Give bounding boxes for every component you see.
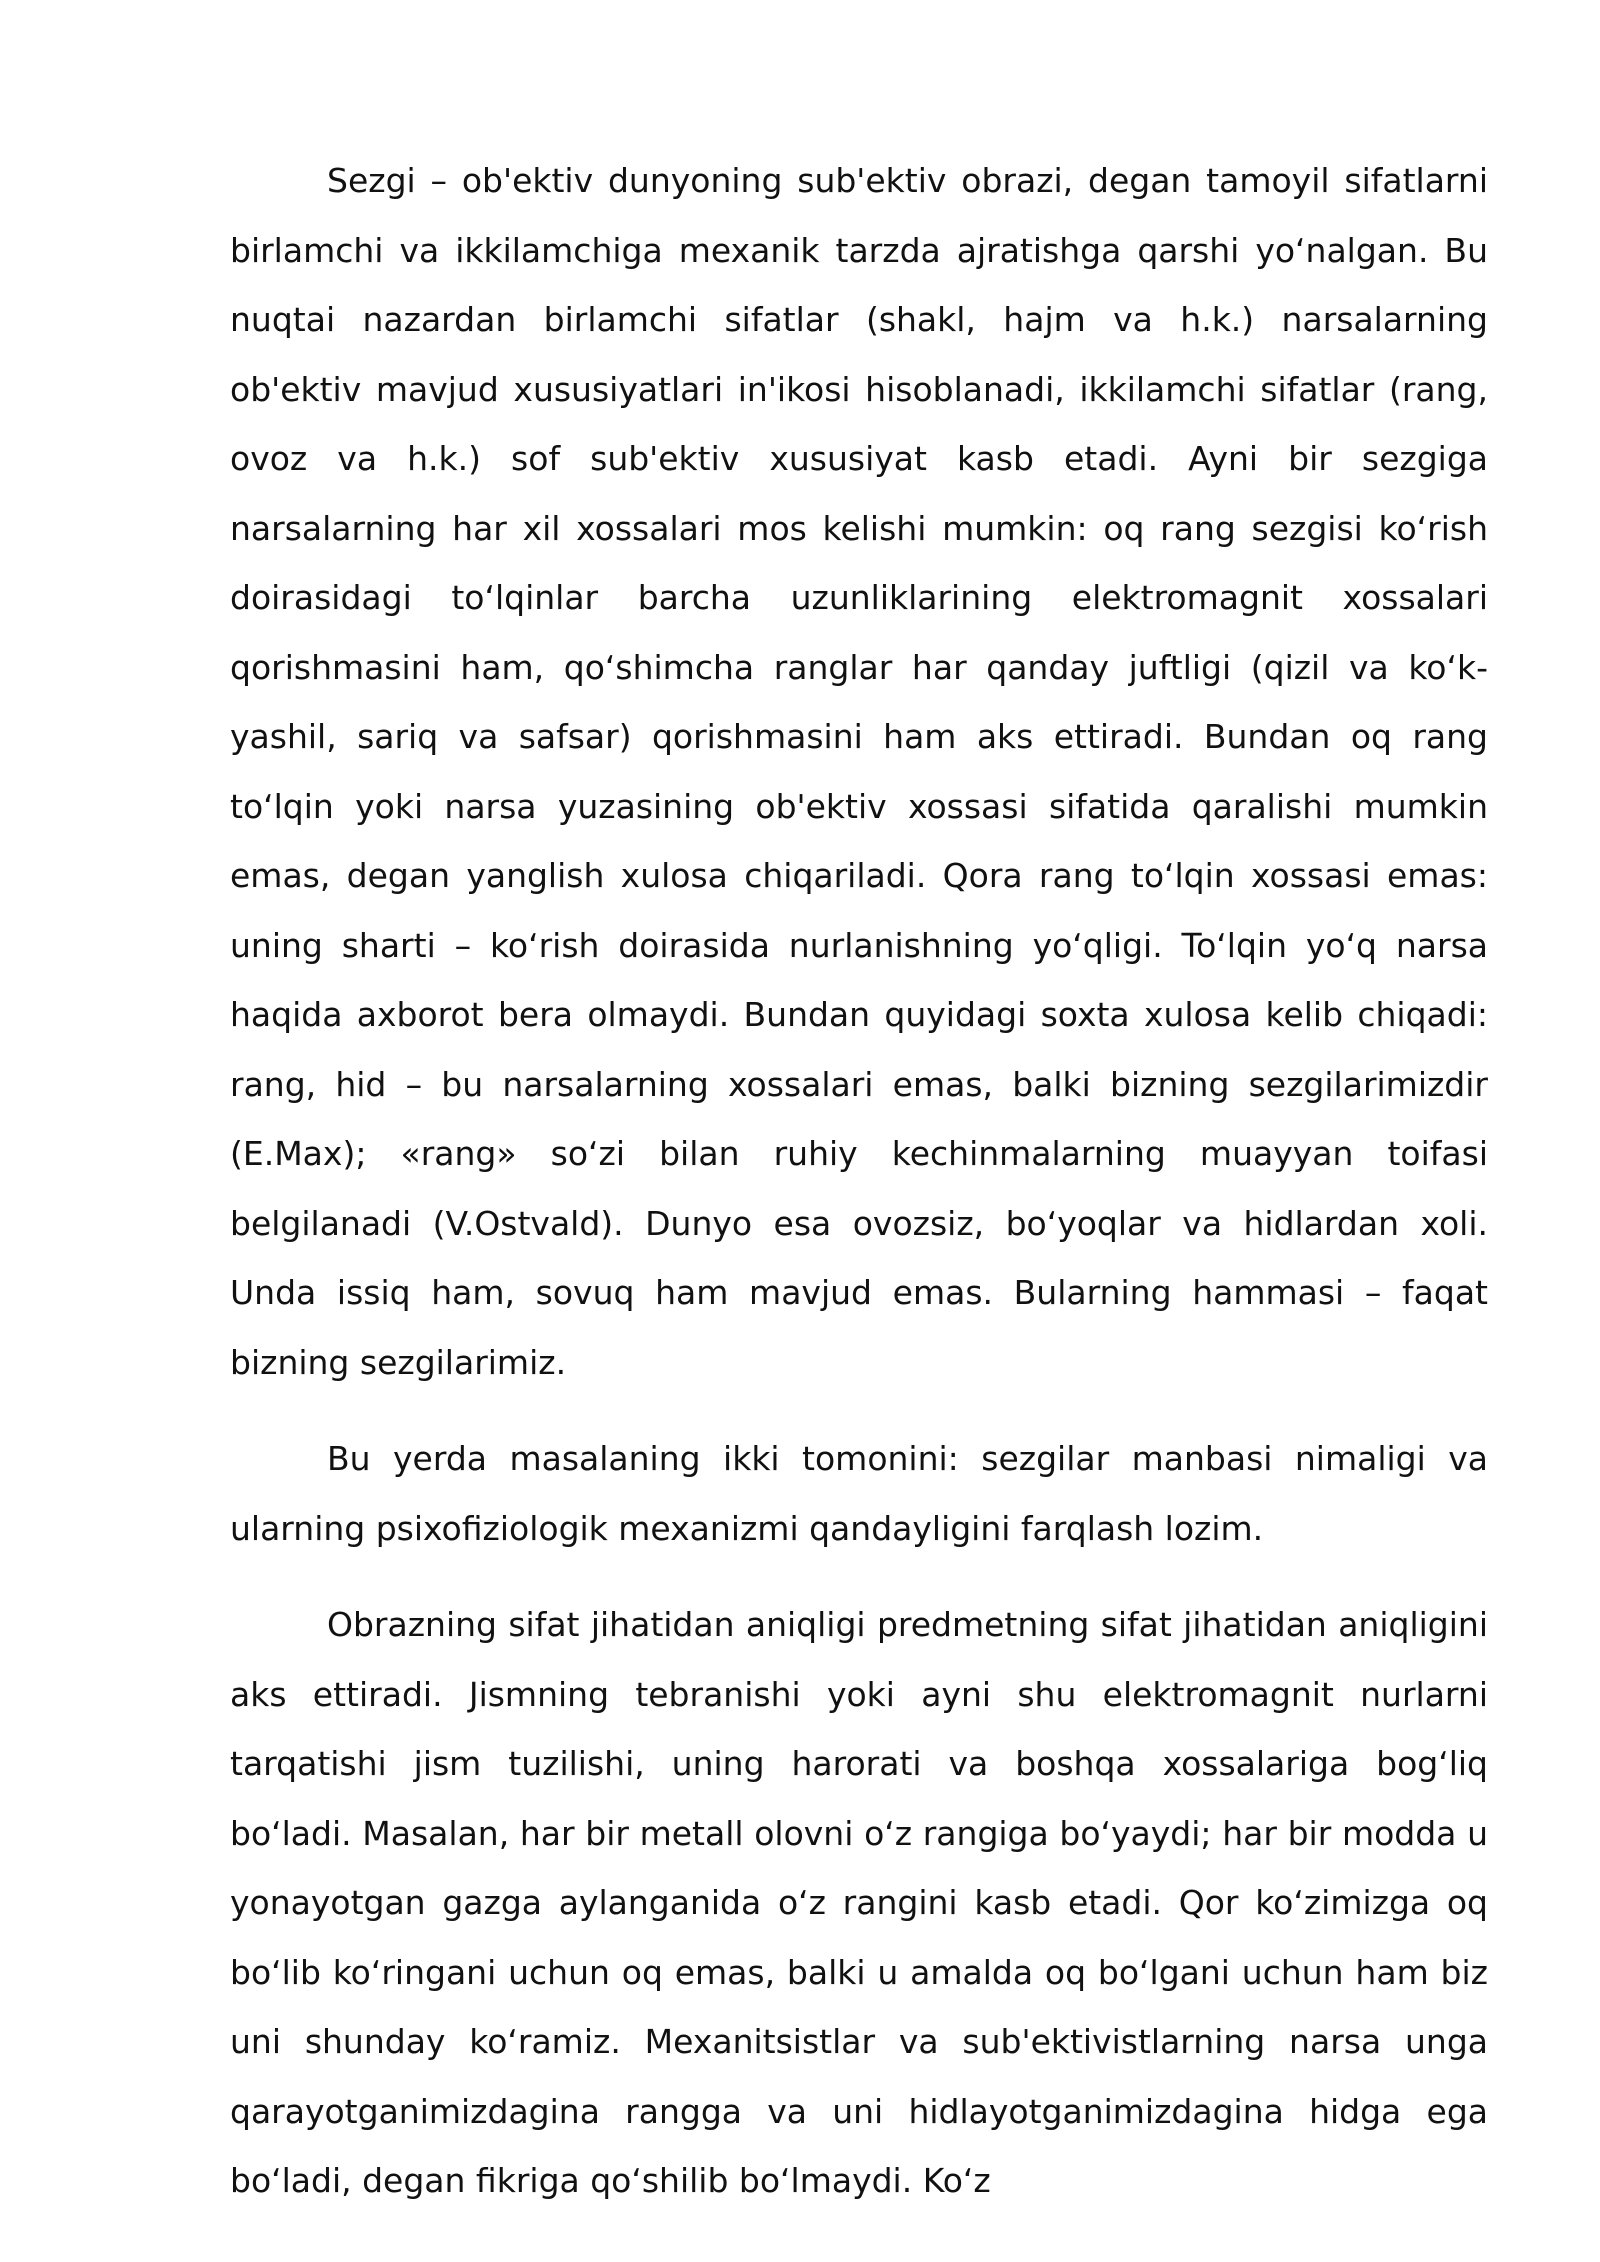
paragraph-2: Bu yerda masalaning ikki tomonini: sezgilar manbasi nimaligi va ularning psixofiziologik mexanizmi qandayligini farqlash lozim. (230, 1439, 1488, 1548)
paragraph-1: Sezgi – ob'ektiv dunyoning sub'ektiv obrazi, degan tamoyil sifatlarni birlamchi va ikkilamchiga mexanik tarzda ajratishga qarshi yo‘nalgan. Bu nuqtai nazardan birlamchi sifatlar (shakl, hajm va h.k.) narsalarning ob'ektiv mavjud xususiyatlari in'ikosi hisoblanadi, ikkilamchi sifatlar (rang, ovoz va h.k.) sof sub'ektiv xususiyat kasb etadi. Ayni bir sezgiga narsalarning har xil xossalari mos kelishi mumkin: oq rang sezgisi ko‘rish doirasidagi to‘lqinlar barcha uzunliklarining elektromagnit xossalari qorishmasini ham, qo‘shimcha ranglar har qanday juftligi (qizil va ko‘k-yashil, sariq va safsar) qorishmasini ham aks ettiradi. Bundan oq rang to‘lqin yoki narsa yuzasining ob'ektiv xossasi sifatida qaralishi mumkin emas, degan yanglish xulosa chiqariladi. Qora rang to‘lqin xossasi emas: uning sharti – ko‘rish doirasida nurlanishning yo‘qligi. To‘lqin yo‘q narsa haqida axborot bera olmaydi. Bundan quyidagi soxta xulosa kelib chiqadi: rang, hid – bu narsalarning xossalari emas, balki bizning sezgilarimizdir (E.Max); «rang» so‘zi bilan ruhiy kechinmalarning muayyan toifasi belgilanadi (V.Ostvald). Dunyo esa ovozsiz, bo‘yoqlar va hidlardan xoli. Unda issiq ham, sovuq ham mavjud emas. Bularning hammasi – faqat bizning sezgilarimiz. (230, 161, 1488, 1382)
document-body (230, 146, 1488, 2216)
paragraph-3: Obrazning sifat jihatidan aniqligi predmetning sifat jihatidan aniqligini aks ettiradi. Jismning tebranishi yoki ayni shu elektromagnit nurlarni tarqatishi jism tuzilishi, uning harorati va boshqa xossalariga bog‘liq bo‘ladi. Masalan, har bir metall olovni o‘z rangiga bo‘yaydi; har bir modda u yonayotgan gazga aylanganida o‘z rangini kasb etadi. Qor ko‘zimizga oq bo‘lib ko‘ringani uchun oq emas, balki u amalda oq bo‘lgani uchun ham biz uni shunday ko‘ramiz. Mexanitsistlar va sub'ektivistlarning narsa unga qarayotganimizdagina rangga va uni hidlayotganimizdagina hidga ega bo‘ladi, degan fikriga qo‘shilib bo‘lmaydi. Ko‘z (230, 1605, 1488, 2200)
